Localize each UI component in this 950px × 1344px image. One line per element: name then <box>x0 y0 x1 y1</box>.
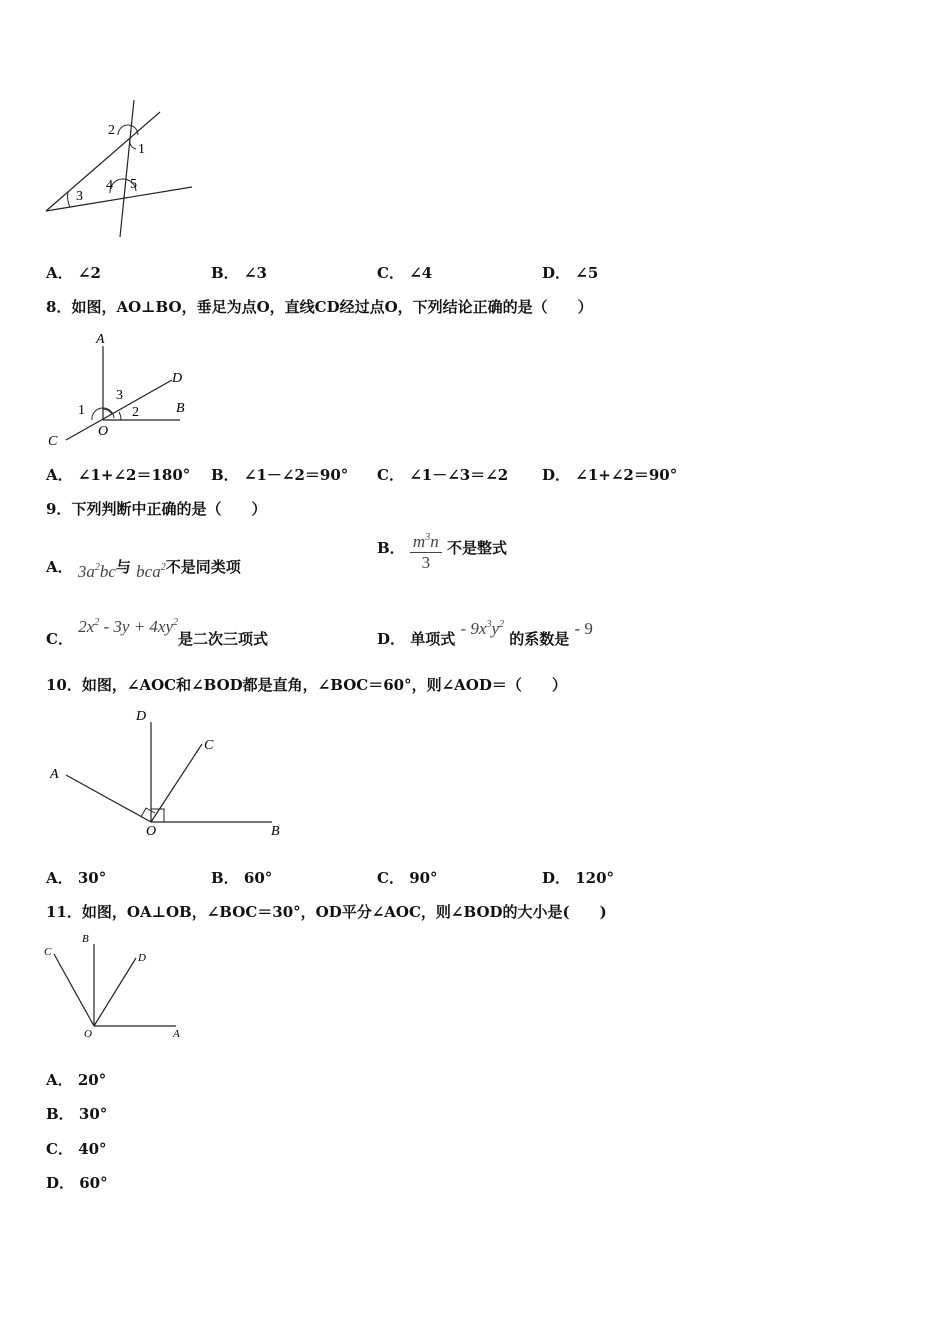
q7-option-b-text: ∠3 <box>243 264 267 282</box>
q10-text: 如图，∠AOC和∠BOD都是直角，∠BOC＝60°，则∠AOD＝（ ） <box>81 676 567 694</box>
q9-option-a-mid: 与 <box>115 558 131 576</box>
q11-label-b: B <box>82 933 89 945</box>
q8-option-a-text: ∠1+∠2＝180° <box>77 466 191 484</box>
q8-option-d-text: ∠1+∠2＝90° <box>575 466 678 484</box>
q10-option-d-letter: D． <box>542 869 571 887</box>
q7-label-3: 3 <box>76 189 83 204</box>
q8-label-c: C <box>48 434 58 449</box>
q9-option-a-math1: $3a^2bc$ <box>77 562 116 581</box>
q9-option-d-pre: 单项式 <box>410 630 456 648</box>
q9-option-a[interactable] <box>46 556 241 581</box>
q7-option-d-text: ∠5 <box>575 264 599 282</box>
q7-label-4: 4 <box>106 178 113 193</box>
q10-number: 10． <box>46 676 82 694</box>
q9-option-d-letter: D． <box>377 630 406 648</box>
q9-option-b-fraction <box>410 532 442 573</box>
q10-label-a: A <box>50 767 59 782</box>
q8-label-1: 1 <box>78 403 85 418</box>
q7-option-a[interactable] <box>46 262 101 283</box>
q8-option-a-letter: A． <box>46 466 73 484</box>
q7-option-d[interactable] <box>542 262 598 283</box>
q9-option-c-math: $2x^2 - 3y + 4xy^2$ <box>78 617 179 636</box>
q8-number: 8． <box>46 298 72 316</box>
q10-option-c-text: 90° <box>409 869 438 887</box>
q8-text: 如图，AO⊥BO，垂足为点O，直线CD经过点O，下列结论正确的是（ ） <box>71 298 593 316</box>
q11-ray-od <box>94 958 136 1026</box>
q9-option-b-denominator: 3 <box>421 553 431 572</box>
q9-option-c-text: 是二次三项式 <box>178 630 269 648</box>
q7-line-transversal <box>120 100 134 237</box>
q8-option-c-text: ∠1－∠3＝∠2 <box>409 466 509 484</box>
q11-option-b-letter: B． <box>46 1105 74 1123</box>
q11-option-c[interactable] <box>46 1138 107 1159</box>
q7-option-c[interactable] <box>377 262 432 283</box>
q8-option-b-text: ∠1－∠2＝90° <box>243 466 349 484</box>
q11-label-d: D <box>138 952 146 964</box>
q7-line-diagonal <box>46 112 160 211</box>
q9-option-c-letter: C． <box>46 630 73 648</box>
q10-option-b-text: 60° <box>243 869 273 887</box>
q9-option-b[interactable] <box>377 532 507 573</box>
q7-option-a-text: ∠2 <box>77 264 101 282</box>
q10-option-d[interactable] <box>542 867 614 888</box>
q7-label-5: 5 <box>130 177 137 192</box>
q10-option-b[interactable] <box>211 867 272 888</box>
q7-option-b-letter: B． <box>211 264 239 282</box>
q8-option-d-letter: D． <box>542 466 571 484</box>
q11-option-b[interactable] <box>46 1103 107 1124</box>
q11-text: 如图，OA⊥OB，∠BOC＝30°，OD平分∠AOC，则∠BOD的大小是( ) <box>81 903 607 921</box>
q10-figure <box>44 704 294 844</box>
q8-label-o: O <box>98 424 109 439</box>
q11-option-a[interactable] <box>46 1069 106 1090</box>
q11-option-c-letter: C． <box>46 1140 73 1158</box>
q9-option-a-text: 不是同类项 <box>165 558 241 576</box>
q11-option-c-text: 40° <box>78 1140 107 1158</box>
q8-option-b-letter: B． <box>211 466 239 484</box>
q8-label-3: 3 <box>116 388 123 403</box>
q11-number: 11． <box>46 903 82 921</box>
q11-label-c: C <box>44 946 52 958</box>
q10-ray-oa <box>66 775 151 822</box>
q11-figure <box>40 930 190 1042</box>
q9-stem <box>46 498 266 519</box>
q10-option-c-letter: C． <box>377 869 404 887</box>
q11-option-d-letter: D． <box>46 1174 75 1192</box>
q7-option-c-letter: C． <box>377 264 404 282</box>
q10-option-a-text: 30° <box>77 869 107 887</box>
q9-option-a-letter: A． <box>46 558 73 576</box>
q9-option-d-value: - 9 <box>574 619 593 638</box>
q8-option-b[interactable] <box>211 464 348 485</box>
q10-option-a-letter: A． <box>46 869 73 887</box>
q8-label-d: D <box>172 371 183 386</box>
q9-text: 下列判断中正确的是（ ） <box>71 500 267 518</box>
q10-label-d: D <box>136 709 147 724</box>
q11-option-d-text: 60° <box>79 1174 108 1192</box>
q11-label-a: A <box>173 1028 180 1040</box>
q9-option-a-math2: bca$^2$ <box>136 562 166 581</box>
q9-option-b-letter: B． <box>377 538 405 557</box>
q7-figure <box>40 95 200 245</box>
q8-option-a[interactable] <box>46 464 190 485</box>
q10-label-c: C <box>204 738 214 753</box>
q11-label-o: O <box>84 1028 92 1040</box>
q9-option-d-math: - $9x^3y^2$ <box>460 619 505 638</box>
q9-option-c[interactable] <box>46 616 269 648</box>
q11-option-a-letter: A． <box>46 1071 73 1089</box>
q9-option-d-text: 的系数是 <box>509 630 570 648</box>
q10-option-d-text: 120° <box>575 869 615 887</box>
q8-option-c-letter: C． <box>377 466 404 484</box>
q11-option-b-text: 30° <box>78 1105 108 1123</box>
q11-option-d[interactable] <box>46 1172 108 1193</box>
q10-label-o: O <box>146 824 157 839</box>
q11-stem <box>46 901 607 922</box>
q7-label-1: 1 <box>138 142 145 157</box>
q9-option-b-text: 不是整式 <box>446 538 507 557</box>
q7-option-c-text: ∠4 <box>409 264 433 282</box>
q10-label-b: B <box>271 824 280 839</box>
q8-stem <box>46 296 593 317</box>
q8-label-2: 2 <box>132 405 139 420</box>
q9-option-b-numerator: $m^3n$ <box>410 532 442 553</box>
q7-option-a-letter: A． <box>46 264 73 282</box>
q10-option-c[interactable] <box>377 867 438 888</box>
q11-ray-oc <box>54 954 94 1026</box>
q10-option-a[interactable] <box>46 867 106 888</box>
q8-option-d[interactable] <box>542 464 677 485</box>
q9-option-d[interactable] <box>377 618 593 648</box>
q7-option-b[interactable] <box>211 262 267 283</box>
q7-label-2: 2 <box>108 123 115 138</box>
q8-option-c[interactable] <box>377 464 508 485</box>
q10-ray-oc <box>151 744 202 822</box>
q8-label-a: A <box>96 332 105 347</box>
q8-label-b: B <box>176 401 185 416</box>
q9-number: 9． <box>46 500 72 518</box>
q8-figure <box>44 328 204 450</box>
q11-option-a-text: 20° <box>77 1071 107 1089</box>
q7-option-d-letter: D． <box>542 264 571 282</box>
q10-stem <box>46 674 567 695</box>
q10-option-b-letter: B． <box>211 869 239 887</box>
